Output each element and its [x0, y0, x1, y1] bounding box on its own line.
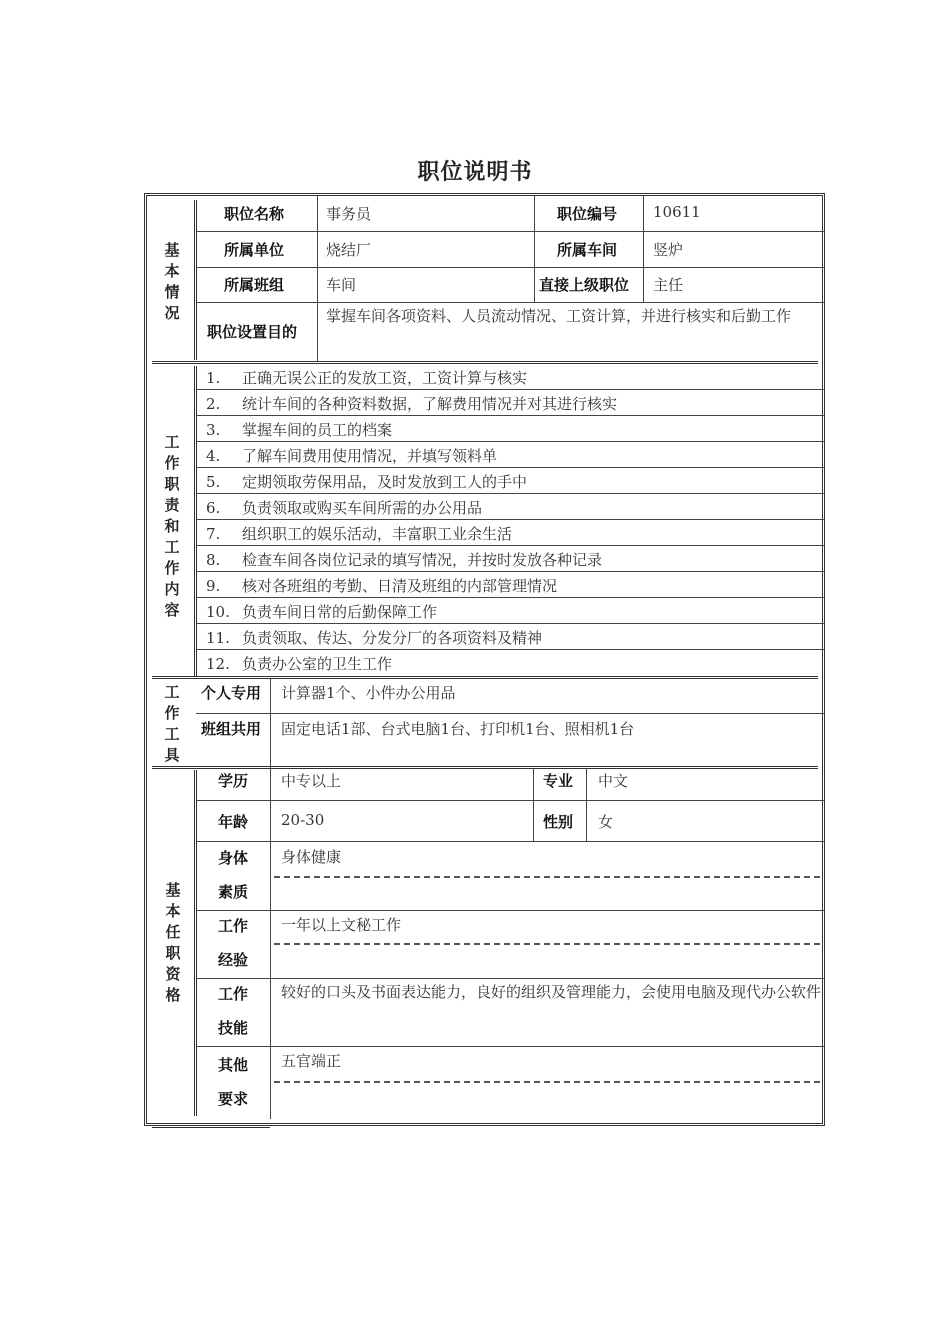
duty-item: 5. 定期领取劳保用品，及时发放到工人的手中 — [206, 473, 528, 491]
physical-label-2: 素质 — [218, 883, 249, 901]
divider — [196, 978, 824, 979]
dashed-rule — [274, 876, 820, 878]
team-value: 车间 — [326, 276, 357, 294]
divider — [196, 415, 824, 416]
experience-label-2: 经验 — [218, 951, 249, 969]
other-value: 五官端正 — [281, 1052, 342, 1070]
duty-item: 7. 组织职工的娱乐活动，丰富职工业余生活 — [206, 525, 513, 543]
divider — [270, 679, 271, 1119]
divider — [534, 196, 535, 302]
duty-item: 2. 统计车间的各种资料数据，了解费用情况并对其进行核实 — [206, 395, 618, 413]
divider — [194, 200, 197, 360]
divider — [152, 766, 818, 769]
tools-personal-label: 个人专用 — [201, 684, 262, 702]
duty-item: 1. 正确无误公正的发放工资，工资计算与核实 — [206, 369, 528, 387]
divider — [152, 676, 818, 679]
superior-value: 主任 — [653, 276, 684, 294]
divider — [533, 768, 534, 841]
divider — [152, 1125, 270, 1128]
experience-label-1: 工作 — [218, 917, 249, 935]
gender-value: 女 — [598, 813, 614, 831]
divider — [196, 623, 824, 624]
divider — [196, 493, 824, 494]
section-basic-label: 基本情况 — [164, 241, 180, 322]
team-label: 所属班组 — [224, 276, 285, 294]
physical-label-1: 身体 — [218, 849, 249, 867]
duty-item: 8. 检查车间各岗位记录的填写情况，并按时发放各种记录 — [206, 551, 603, 569]
divider — [196, 302, 824, 303]
major-value: 中文 — [598, 772, 629, 790]
divider — [196, 441, 824, 442]
duty-item: 11. 负责领取、传达、分发分厂的各项资料及精神 — [206, 629, 543, 647]
skills-label-1: 工作 — [218, 985, 249, 1003]
dashed-rule — [274, 943, 820, 945]
education-value: 中专以上 — [281, 772, 342, 790]
workshop-label: 所属车间 — [557, 241, 618, 259]
tools-shared-label: 班组共用 — [201, 720, 262, 738]
divider — [196, 597, 824, 598]
section-tools-label: 工作工具 — [164, 683, 180, 764]
duty-item: 9. 核对各班组的考勤、日清及班组的内部管理情况 — [206, 577, 558, 595]
skills-value: 较好的口头及书面表达能力，良好的组织及管理能力，会使用电脑及现代办公软件 — [281, 983, 822, 1001]
divider — [196, 649, 824, 650]
gender-label: 性别 — [543, 813, 574, 831]
position-name-label: 职位名称 — [224, 205, 285, 223]
divider — [196, 841, 824, 842]
tools-shared-value: 固定电话1部、台式电脑1台、打印机1台、照相机1台 — [281, 720, 635, 738]
unit-value: 烧结厂 — [326, 241, 372, 259]
position-code-label: 职位编号 — [557, 205, 618, 223]
duty-item: 6. 负责领取或购买车间所需的办公用品 — [206, 499, 483, 517]
divider — [196, 267, 824, 268]
physical-value: 身体健康 — [281, 848, 342, 866]
divider — [586, 768, 587, 841]
divider — [196, 467, 824, 468]
duty-item: 3. 掌握车间的员工的档案 — [206, 421, 393, 439]
age-value: 20-30 — [281, 811, 325, 829]
purpose-label: 职位设置目的 — [207, 323, 298, 341]
position-name-value: 事务员 — [326, 205, 372, 223]
duty-item: 12. 负责办公室的卫生工作 — [206, 655, 393, 673]
divider — [643, 196, 644, 302]
divider — [196, 231, 824, 232]
tools-personal-value: 计算器1个、小件办公用品 — [281, 684, 456, 702]
divider — [196, 800, 824, 801]
divider — [196, 519, 824, 520]
duty-item: 4. 了解车间费用使用情况，并填写领料单 — [206, 447, 498, 465]
experience-value: 一年以上文秘工作 — [281, 916, 402, 934]
position-code-value: 10611 — [653, 203, 701, 221]
divider — [196, 389, 824, 390]
divider — [196, 571, 824, 572]
superior-label: 直接上级职位 — [539, 276, 630, 294]
section-qualifications-label: 基本 任职资格 — [165, 881, 181, 1004]
other-label-1: 其他 — [218, 1056, 249, 1074]
divider — [152, 361, 818, 364]
divider — [196, 910, 824, 911]
divider — [196, 713, 824, 714]
unit-label: 所属单位 — [224, 241, 285, 259]
divider — [317, 196, 318, 361]
dashed-rule — [274, 1081, 820, 1083]
page-title: 职位说明书 — [417, 160, 533, 185]
workshop-value: 竖炉 — [653, 241, 684, 259]
major-label: 专业 — [543, 772, 574, 790]
skills-label-2: 技能 — [218, 1019, 249, 1037]
divider — [194, 366, 197, 676]
other-label-2: 要求 — [218, 1090, 249, 1108]
section-duties-label: 工作职责和工作内容 — [164, 433, 180, 619]
purpose-value: 掌握车间各项资料、人员流动情况、工资计算，并进行核实和后勤工作 — [326, 307, 792, 325]
divider — [196, 1046, 824, 1047]
education-label: 学历 — [218, 772, 249, 790]
age-label: 年龄 — [218, 813, 249, 831]
duty-item: 10. 负责车间日常的后勤保障工作 — [206, 603, 438, 621]
divider — [194, 770, 197, 1116]
divider — [196, 545, 824, 546]
